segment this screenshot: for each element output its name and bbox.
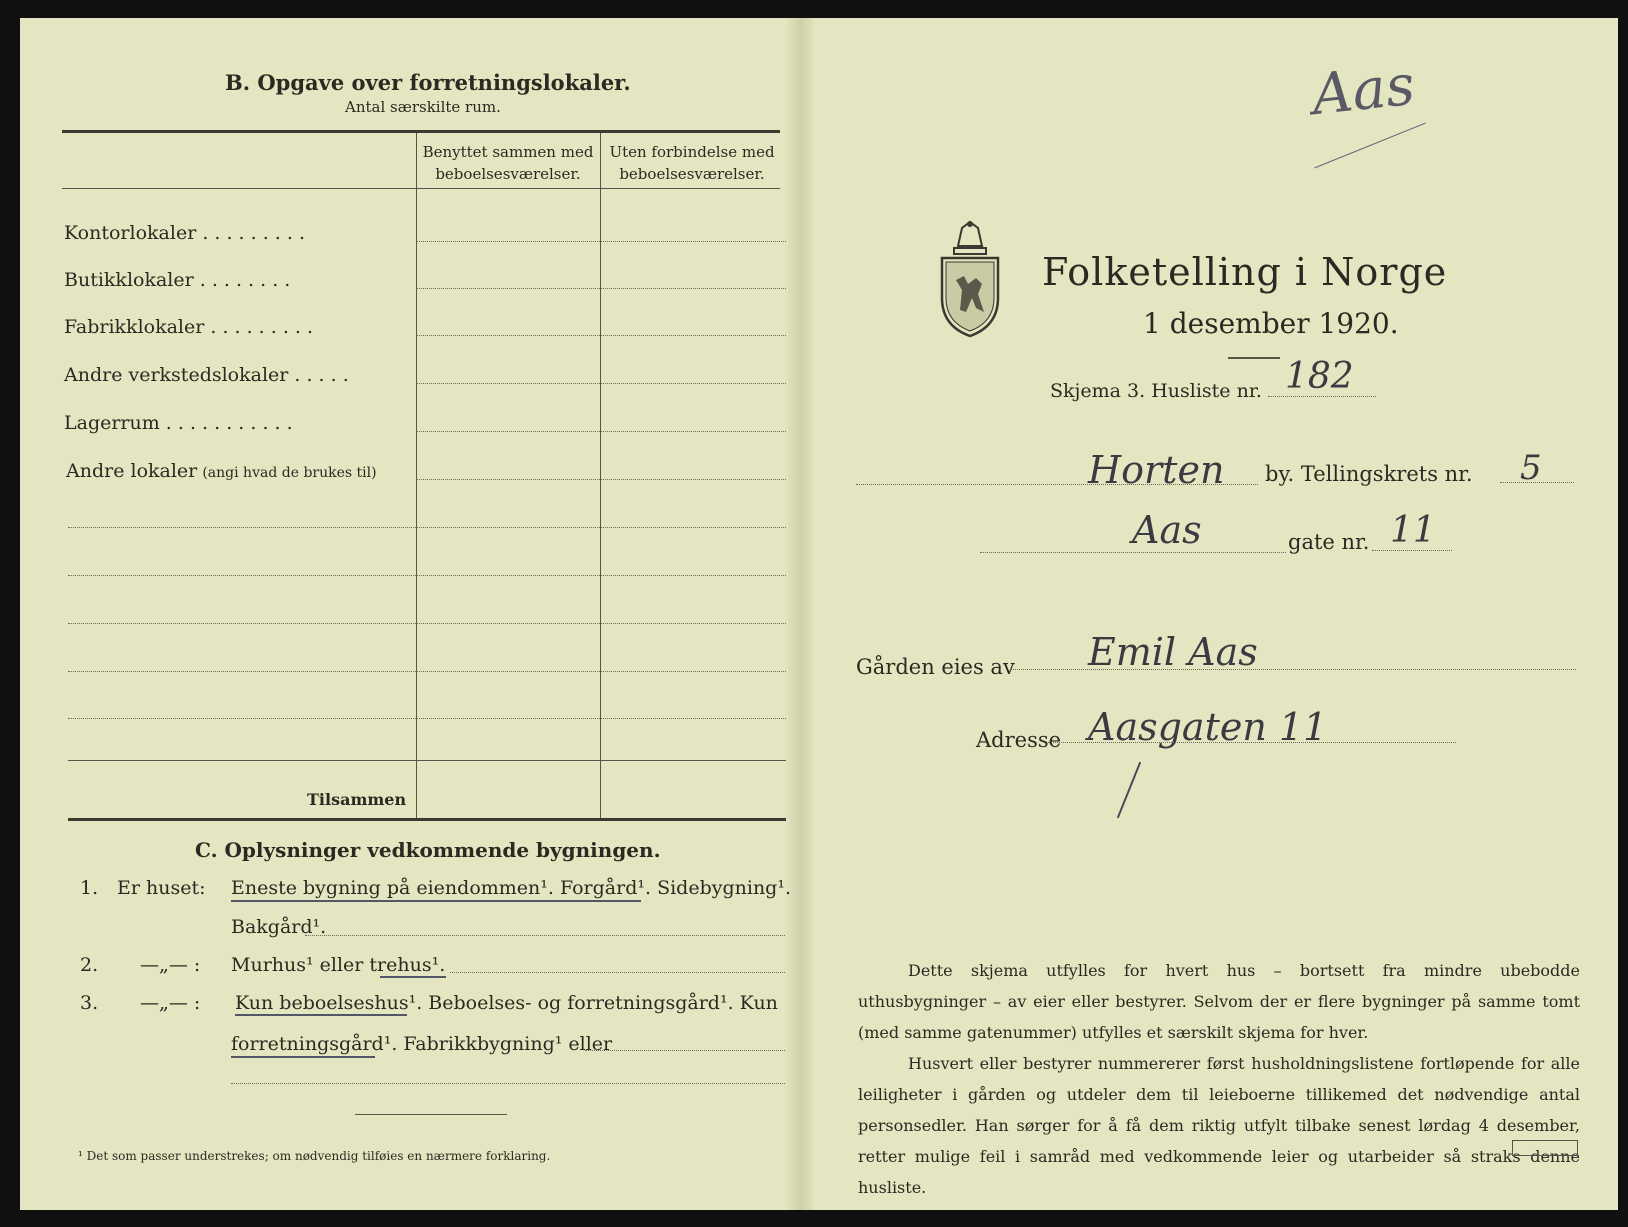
fill-line <box>1010 669 1576 670</box>
q3-options: Kun beboelseshus¹. Beboelses- og forretningsgård¹. Kun <box>235 992 778 1014</box>
street-value: Aas <box>1132 508 1202 552</box>
fill-line <box>980 552 1286 553</box>
fill-line <box>1048 742 1456 743</box>
address-value: Aasgaten 11 <box>1088 705 1328 749</box>
fill-line <box>231 1083 785 1084</box>
town-value: Horten <box>1088 448 1225 492</box>
handwritten-underline <box>380 976 446 978</box>
row-kontorlokaler: Kontorlokaler . . . . . . . . . <box>64 222 305 244</box>
census-date: 1 desember 1920. <box>1143 307 1399 340</box>
gate-number-value: 11 <box>1390 510 1436 551</box>
gate-nr-label: gate nr. <box>1288 530 1370 554</box>
skjema-label: Skjema 3. Husliste nr. <box>1050 380 1262 402</box>
title-rule <box>1228 357 1280 359</box>
owner-label: Gården eies av <box>856 655 1015 679</box>
row-andre-lokaler-label: Andre lokaler <box>66 460 198 482</box>
printer-stamp <box>1512 1140 1578 1156</box>
page-fold <box>785 18 815 1210</box>
table-row-rule <box>416 431 786 432</box>
norway-coat-of-arms-icon <box>938 218 1002 340</box>
row-butikklokaler: Butikklokaler . . . . . . . . <box>64 269 291 291</box>
q1-number: 1. <box>80 877 99 899</box>
form-title: Folketelling i Norge <box>1042 250 1448 294</box>
section-c-title: C. Oplysninger vedkommende bygningen. <box>195 838 661 862</box>
table-row-rule <box>416 479 786 480</box>
row-fabrikklokaler: Fabrikklokaler . . . . . . . . . <box>64 316 314 338</box>
total-label: Tilsammen <box>307 790 407 809</box>
q3-options-2: forretningsgård¹. Fabrikkbygning¹ eller <box>231 1033 613 1055</box>
row-andre-lokaler-note: (angi hvad de brukes til) <box>202 465 377 481</box>
table-row-rule <box>416 623 786 624</box>
q1-label: Er huset: <box>117 877 206 899</box>
q1-options: Eneste bygning på eiendommen¹. Forgård¹. Sidebygning¹. <box>231 877 791 899</box>
row-andre-lokaler <box>66 460 377 482</box>
table-row-rule <box>416 288 786 289</box>
table-row-rule <box>416 335 786 336</box>
table-bottom-rule <box>68 818 786 821</box>
column-header-with-dwelling: Benyttet sammen med beboelsesværelser. <box>422 143 594 183</box>
address-label: Adresse <box>976 728 1062 752</box>
total-rule <box>68 760 786 761</box>
handwritten-underline <box>231 900 641 902</box>
table-top-rule <box>62 130 780 133</box>
table-row-rule <box>416 671 786 672</box>
owner-value: Emil Aas <box>1088 630 1258 674</box>
handwritten-underline <box>235 1014 407 1016</box>
q2-number: 2. <box>80 954 99 976</box>
table-column-divider <box>600 133 601 820</box>
handwritten-underline <box>231 1056 375 1058</box>
by-tellingskrets-label: by. Tellingskrets nr. <box>1265 462 1473 486</box>
footnote: ¹ Det som passer understrekes; om nødvendig tilføies en nærmere forklaring. <box>78 1149 551 1163</box>
table-row-rule <box>416 718 786 719</box>
handwritten-corner-note: Aas <box>1308 52 1418 129</box>
footnote-separator <box>355 1114 507 1115</box>
table-row-rule <box>416 575 786 576</box>
table-header-rule <box>62 188 780 189</box>
table-column-divider <box>416 133 417 820</box>
husliste-number-value: 182 <box>1285 356 1354 397</box>
fill-line <box>1372 550 1452 551</box>
fill-line <box>585 1050 785 1051</box>
table-row-rule <box>416 383 786 384</box>
fill-line <box>1500 482 1574 483</box>
q2-options: Murhus¹ eller trehus¹. <box>231 954 446 976</box>
q3-number: 3. <box>80 992 99 1014</box>
q1-options-2: Bakgård¹. <box>231 916 327 938</box>
table-row-rule <box>416 527 786 528</box>
tellingskrets-number-value: 5 <box>1520 448 1542 488</box>
fill-line <box>1268 396 1376 397</box>
q2-label: —„— : <box>140 954 201 976</box>
row-verkstedslokaler: Andre verkstedslokaler . . . . . <box>64 364 349 386</box>
fill-line <box>450 972 785 973</box>
table-row-rule <box>416 241 786 242</box>
row-lagerrum: Lagerrum . . . . . . . . . . . <box>64 412 293 434</box>
column-header-separate: Uten forbindelse med beboelsesværelser. <box>609 143 775 183</box>
instructions-paragraph-1: Dette skjema utfylles for hvert hus – bortsett fra mindre ubebodde uthusbygninger – av eier eller bestyrer. Selvom der er flere bygninger på samme tomt (med samme gatenummer) utfylles et særskilt skjema for hver. <box>858 961 1580 1042</box>
fill-line <box>305 935 785 936</box>
section-b-title: B. Opgave over forretningslokaler. <box>225 70 631 95</box>
fill-line <box>856 484 1258 485</box>
q3-label: —„— : <box>140 992 201 1014</box>
section-b-subtitle: Antal særskilte rum. <box>345 98 501 116</box>
instructions-paragraph-2: Husvert eller bestyrer nummererer først husholdningslistene fortløpende for alle leiligheter i gården og utdeler dem til leieboerne tillikemed det nødvendige antal personsedler. Han sørger for å få dem riktig utfylt tilbake senest lørdag 4 desember, retter mulige feil i samråd med vedkommende leier og utarbeider så straks denne husliste. <box>858 1054 1580 1197</box>
